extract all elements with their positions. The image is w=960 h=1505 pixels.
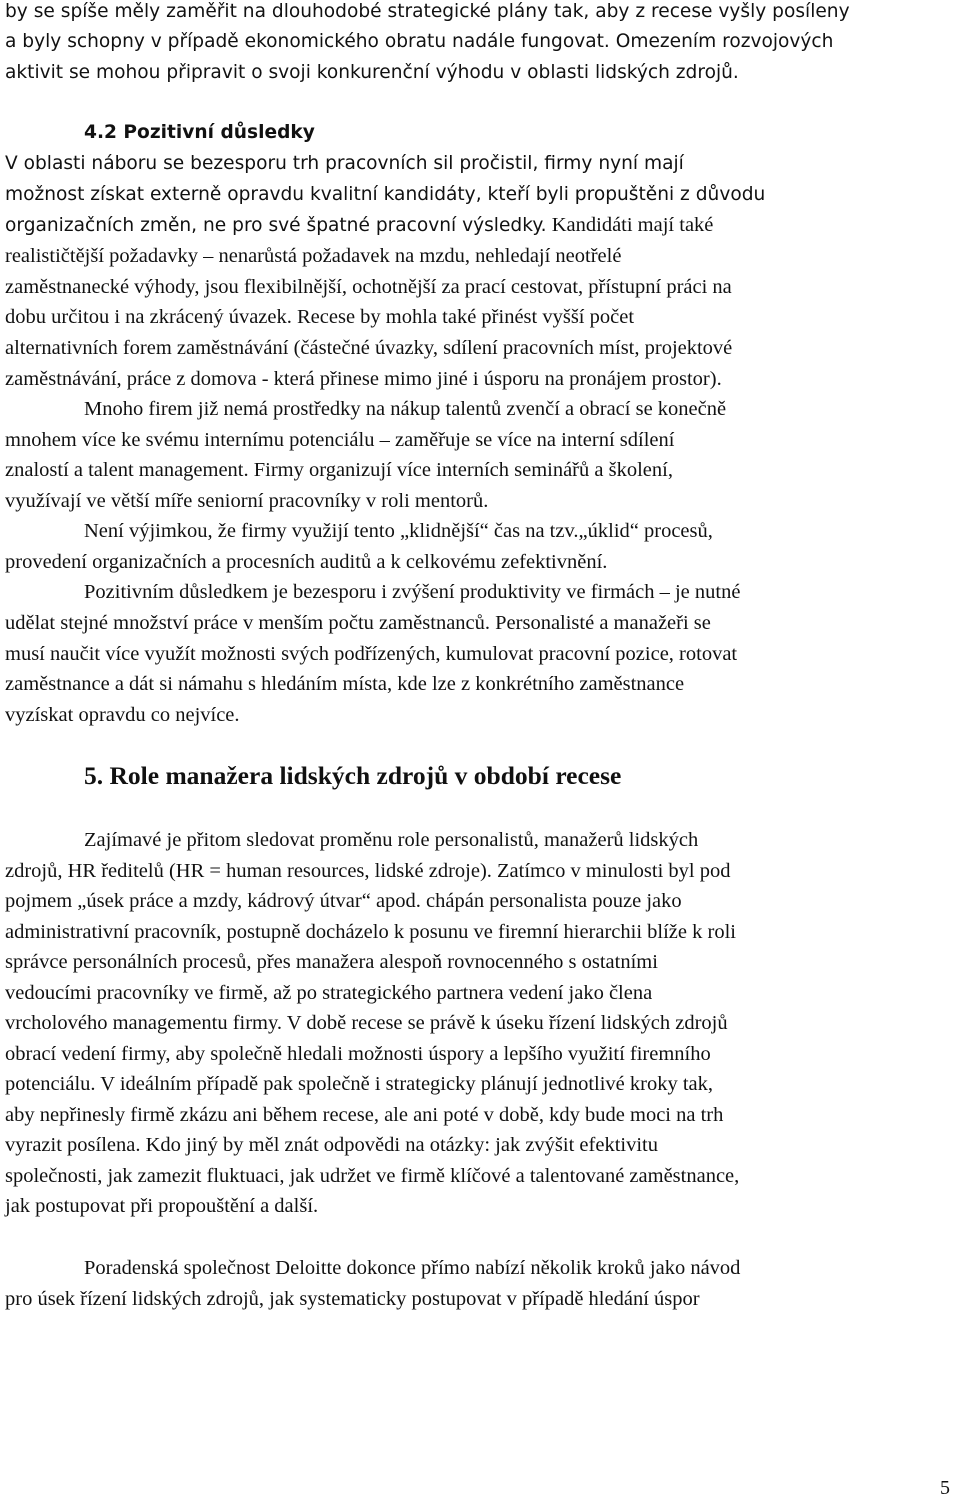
text-line: provedení organizačních a procesních auditů a k celkovému zefektivnění.: [5, 551, 608, 573]
page-number: 5: [940, 1477, 950, 1499]
subheading: 4.2 Pozitivní důsledky: [84, 122, 315, 143]
text-line: obrací vedení firmy, aby společně hledali možnosti úspory a lepšího využití firemního: [5, 1043, 711, 1065]
text-line: V oblasti náboru se bezesporu trh pracovních sil pročistil, firmy nyní mají: [5, 153, 684, 174]
text-line: potenciálu. V ideálním případě pak společně i strategicky plánují jednotlivé kroky tak,: [5, 1073, 714, 1095]
text-line: vrcholového managementu firmy. V době recese se právě k úseku řízení lidských zdrojů: [5, 1012, 728, 1034]
text-line: vedoucími pracovníky ve firmě, až po strategického partnera vedení jako člena: [5, 982, 653, 1004]
text-line: udělat stejné množství práce v menším počtu zaměstnanců. Personalisté a manažeři se: [5, 612, 711, 634]
text-line: dobu určitou i na zkrácený úvazek. Recese by mohla také přinést vyšší počet: [5, 306, 635, 328]
text-line: znalostí a talent management. Firmy organizují více interních seminářů a školení,: [5, 459, 673, 481]
text-line: zaměstnávání, práce z domova - která přinese mimo jiné i úsporu na pronájem prostor).: [5, 368, 722, 390]
text-line: [5, 213, 713, 238]
text-line: zaměstnance a dát si námahu s hledáním místa, kde lze z konkrétního zaměstnance: [5, 673, 685, 695]
text-line: aktivit se mohou připravit o svoji konkurenční výhodu v oblasti lidských zdrojů.: [5, 62, 739, 83]
text-line: využívají ve větší míře seniorní pracovníky v roli mentorů.: [5, 490, 489, 512]
text-line: alternativních forem zaměstnávání (částečné úvazky, sdílení pracovních míst, projektové: [5, 337, 733, 359]
text-segment: Kandidáti mají také: [546, 214, 714, 236]
text-line: jak postupovat při propouštění a další.: [5, 1195, 319, 1217]
section-heading: 5. Role manažera lidských zdrojů v období recese: [84, 761, 622, 790]
text-line: a byly schopny v případě ekonomického obratu nadále fungovat. Omezením rozvojových: [5, 31, 834, 52]
text-line: by se spíše měly zaměřit na dlouhodobé strategické plány tak, aby z recese vyšly posíleny: [5, 1, 850, 22]
text-line: zdrojů, HR ředitelů (HR = human resources, lidské zdroje). Zatímco v minulosti byl pod: [5, 860, 731, 882]
text-line: Mnoho firem již nemá prostředky na nákup talentů zvenčí a obrací se konečně: [84, 398, 727, 420]
text-line: realističtější požadavky – nenarůstá požadavek na mzdu, nehledají neotřelé: [5, 245, 622, 267]
text-line: vyrazit posílena. Kdo jiný by měl znát odpovědi na otázky: jak zvýšit efektivitu: [5, 1134, 658, 1156]
text-line: pojmem „úsek práce a mzdy, kádrový útvar“ apod. chápán personalista pouze jako: [5, 890, 682, 912]
text-line: mnohem více ke svému internímu potenciálu – zaměřuje se více na interní sdílení: [5, 429, 675, 451]
text-line: administrativní pracovník, postupně docházelo k posunu ve firemní hierarchii blíže k roli: [5, 921, 736, 943]
text-segment: organizačních změn, ne pro své špatné pracovní výsledky.: [5, 215, 547, 236]
text-line: vyzískat opravdu co nejvíce.: [5, 704, 240, 726]
text-line: Poradenská společnost Deloitte dokonce přímo nabízí několik kroků jako návod: [84, 1257, 741, 1279]
text-line: aby nepřinesly firmě zkázu ani během recese, ale ani poté v době, kdy bude moci na trh: [5, 1104, 724, 1126]
text-line: možnost získat externě opravdu kvalitní kandidáty, kteří byli propuštěni z důvodu: [5, 184, 766, 205]
text-line: Pozitivním důsledkem je bezesporu i zvýšení produktivity ve firmách – je nutné: [84, 581, 741, 603]
text-line: správce personálních procesů, přes manažera alespoň rovnocenného s ostatními: [5, 951, 658, 973]
text-line: společnosti, jak zamezit fluktuaci, jak udržet ve firmě klíčové a talentované zaměstnance,: [5, 1165, 740, 1187]
text-line: pro úsek řízení lidských zdrojů, jak systematicky postupovat v případě hledání úspor: [5, 1288, 700, 1310]
text-line: zaměstnanecké výhody, jsou flexibilnější, ochotnější za prací cestovat, přístupní práci na: [5, 276, 732, 298]
text-line: Není výjimkou, že firmy využijí tento „klidnější“ čas na tzv.„úklid“ procesů,: [84, 520, 713, 542]
text-line: musí naučit více využít možnosti svých podřízených, kumulovat pracovní pozice, rotovat: [5, 643, 738, 665]
text-line: Zajímavé je přitom sledovat proměnu role personalistů, manažerů lidských: [84, 829, 699, 851]
